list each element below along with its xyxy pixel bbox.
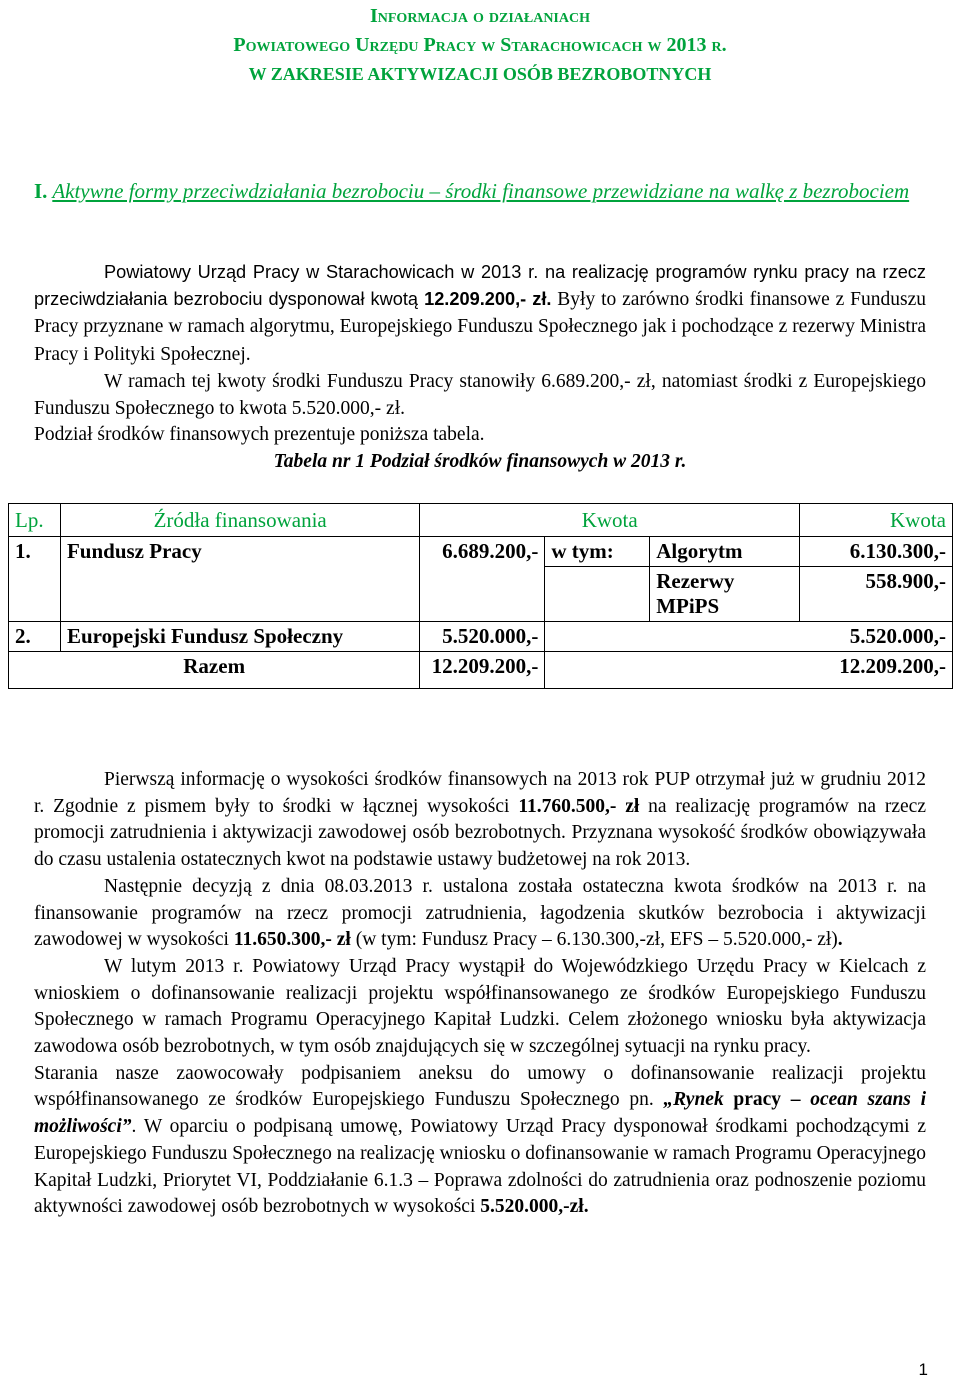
- row1b-source-empty: [60, 567, 419, 622]
- body-p1-rest: na realizację programów na rzecz promocji zatrudnienia i aktywizacji zawodowej osób bezrobotnych. Przyznana wysokość środków obowiązywała do czasu ustalenia ostatecznych kwot na podstawie ustawy budżetowej na rok 2013.: [34, 795, 926, 871]
- body-p2-text: Następnie decyzją z dnia 08.03.2013 r. ustalona została ostateczna kwota środków na 2013 r. na finansowanie programów na rzecz promocji zatrudnienia, łagodzenia skutków bezrobocia i aktywizacji zawodowej w wysokości: [34, 875, 926, 951]
- body-p2-end: .: [837, 929, 843, 951]
- intro-block: [34, 259, 926, 476]
- row1b-label-empty: [545, 567, 650, 622]
- finance-table: [8, 503, 953, 689]
- intro-p1-amount: 12.209.200,- zł.: [424, 288, 552, 309]
- header-amount: Kwota: [420, 504, 800, 537]
- total-amount: 12.209.200,-: [420, 652, 545, 689]
- body-paragraph-2: [34, 874, 926, 954]
- body-p2-amount: 11.650.300,- zł: [233, 929, 351, 951]
- section-heading: [34, 176, 934, 207]
- title-line-3: W ZAKRESIE AKTYWIZACJI OSÓB BEZROBOTNYCH: [248, 64, 712, 84]
- intro-p1-rest: Były to zarówno środki finansowe z Funduszu Pracy przyznane w ramach algorytmu, Europejskiego Funduszu Społecznego jak i pochodzące z rezerwy Ministra Pracy i Polityki Społecznej.: [34, 288, 926, 366]
- header-source: Źródła finansowania: [60, 504, 419, 537]
- table-row: [9, 537, 953, 567]
- body-p4-rest: . W oparciu o podpisaną umowę, Powiatowy Urząd Pracy dysponował środkami pochodzącymi z Europejskiego Funduszu Społecznego na realizację wniosku o dofinansowanie w ramach Programu Operacyjnego Kapitał Ludzki, Priorytet VI, Poddziałanie 6.1.3 – Poprawa zdolności do zatrudnienia oraz podnoszenie poziomu aktywności zawodowej osób bezrobotnych w wysokości: [34, 1116, 926, 1218]
- intro-paragraph-2: W ramach tej kwoty środki Funduszu Pracy stanowiły 6.689.200,- zł, natomiast środki z Europejskiego Funduszu Społecznego to kwota 5.520.000,- zł.: [34, 370, 926, 419]
- row1-sub2-name: Rezerwy MPiPS: [650, 567, 800, 622]
- body-p4-project-b: ocean szans i możliwości”: [34, 1089, 926, 1138]
- total-label: Razem: [9, 652, 420, 689]
- row2-amount-2: 5.520.000,-: [545, 622, 953, 652]
- document-title: [0, 2, 960, 89]
- table-row: [9, 622, 953, 652]
- table-header-row: [9, 504, 953, 537]
- section-title: Aktywne formy przeciwdziałania bezrobociu – środki finansowe przewidziane na walkę z bezrobociem: [52, 179, 910, 203]
- section-number: I.: [34, 179, 48, 203]
- table-row: [9, 567, 953, 622]
- row1b-lp-empty: [9, 567, 61, 622]
- body-paragraph-1: [34, 767, 926, 874]
- title-line-2: Powiatowego Urzędu Pracy w Starachowicach w 2013 r.: [233, 34, 727, 56]
- body-p1-text: Pierwszą informację o wysokości środków finansowych na 2013 rok PUP otrzymał już w grudniu 2012 r. Zgodnie z pismem były to środki w łącznej wysokości: [34, 769, 926, 817]
- body-p2-detail: (w tym: Fundusz Pracy – 6.130.300,-zł, EFS – 5.520.000,- zł): [350, 929, 838, 951]
- table-caption: Tabela nr 1 Podział środków finansowych w 2013 r.: [273, 450, 687, 472]
- intro-paragraph-3: Podział środków finansowych prezentuje poniższa tabela.: [34, 424, 485, 446]
- body-p4-amount: 5.520.000,-zł.: [480, 1196, 589, 1218]
- header-amount-2: Kwota: [800, 504, 953, 537]
- row1-lp: 1.: [9, 537, 61, 567]
- page-number: 1: [918, 1360, 928, 1379]
- body-p4-text: Starania nasze zaowocowały podpisaniem aneksu do umowy o dofinansowanie realizacji projektu współfinansowanego ze środków Europejskiego Funduszu Społecznego pn.: [34, 1062, 926, 1111]
- row2-lp: 2.: [9, 622, 61, 652]
- body-p1-amount: 11.760.500,- zł: [518, 795, 640, 817]
- row2-source: Europejski Fundusz Społeczny: [60, 622, 419, 652]
- total-amount-2: 12.209.200,-: [545, 652, 953, 689]
- intro-paragraph-1: [34, 259, 926, 369]
- row1-label: w tym:: [545, 537, 650, 567]
- body-p4-quote-open: „Rynek: [663, 1089, 724, 1111]
- row2-amount: 5.520.000,-: [420, 622, 545, 652]
- body-paragraph-4: [34, 1061, 926, 1221]
- body-paragraph-3: W lutym 2013 r. Powiatowy Urząd Pracy wystąpił do Wojewódzkiego Urzędu Pracy w Kielcach z wnioskiem o dofinansowanie realizacji projektu współfinansowanego ze środków Europejskiego Funduszu Społecznego w ramach Programu Operacyjnego Kapitał Ludzki. Celem złożonego wniosku była aktywizacja zawodowa osób bezrobotnych, w tym osób znajdujących się w szczególnej sytuacji na rynku pracy.: [34, 955, 926, 1058]
- body-block: [34, 767, 926, 1221]
- header-lp: Lp.: [9, 504, 61, 537]
- intro-p1-text: Powiatowy Urząd Pracy w Starachowicach w 2013 r. na realizację programów rynku pracy na rzecz przeciwdziałania bezrobociu dysponował kwotą: [34, 262, 926, 309]
- row1-sub1-amount: 6.130.300,-: [800, 537, 953, 567]
- row1-sub2-amount: 558.900,-: [800, 567, 953, 622]
- title-line-1: Informacja o działaniach: [369, 5, 590, 27]
- table-row: [9, 652, 953, 689]
- row1b-amount-empty: [420, 567, 545, 622]
- row1-amount: 6.689.200,-: [420, 537, 545, 567]
- body-p4-project-a: pracy –: [733, 1089, 801, 1111]
- row1-sub1-name: Algorytm: [650, 537, 800, 567]
- row1-source: Fundusz Pracy: [60, 537, 419, 567]
